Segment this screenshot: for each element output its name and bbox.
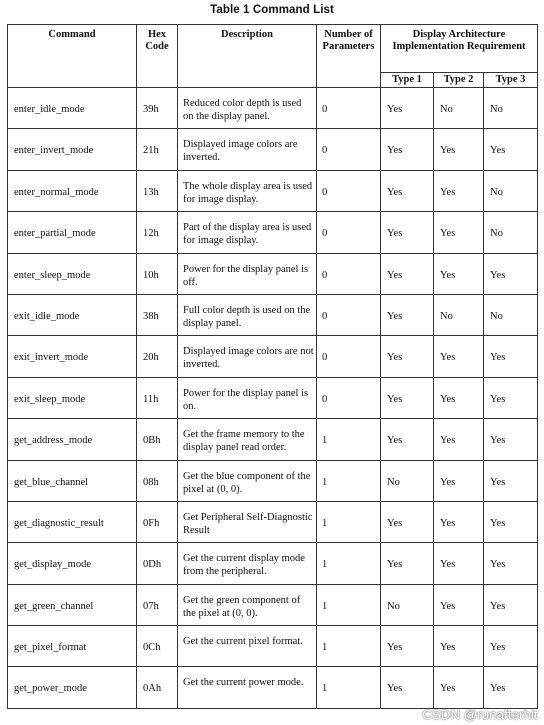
parameters-cell: 0 bbox=[317, 294, 381, 335]
type-2-cell: No bbox=[434, 88, 484, 129]
description-cell: Reduced color depth is used on the display panel. bbox=[178, 88, 317, 129]
parameters-cell: 1 bbox=[317, 584, 381, 625]
type-2-cell: Yes bbox=[434, 543, 484, 584]
command-cell: get_pixel_format bbox=[8, 626, 137, 667]
table-row bbox=[8, 584, 538, 625]
command-cell: exit_idle_mode bbox=[8, 294, 137, 335]
type-3-cell: Yes bbox=[484, 336, 538, 377]
type-3-cell: Yes bbox=[484, 253, 538, 294]
hex-code-cell: 11h bbox=[137, 377, 178, 418]
parameters-cell: 0 bbox=[317, 212, 381, 253]
type-3-cell: No bbox=[484, 294, 538, 335]
table-row bbox=[8, 170, 538, 211]
type-2-cell: Yes bbox=[434, 501, 484, 542]
hex-code-cell: 13h bbox=[137, 170, 178, 211]
type-2-cell: Yes bbox=[434, 626, 484, 667]
parameters-cell: 0 bbox=[317, 88, 381, 129]
type-3-cell: Yes bbox=[484, 584, 538, 625]
type-1-cell: Yes bbox=[381, 626, 434, 667]
description-cell: Part of the display area is used for image display. bbox=[178, 212, 317, 253]
hex-code-cell: 12h bbox=[137, 212, 178, 253]
description-cell: Get the current display mode from the peripheral. bbox=[178, 543, 317, 584]
type-1-cell: Yes bbox=[381, 419, 434, 460]
command-cell: enter_normal_mode bbox=[8, 170, 137, 211]
hex-code-cell: 0Fh bbox=[137, 501, 178, 542]
header-hex-code: Hex Code bbox=[137, 25, 178, 88]
type-3-cell: No bbox=[484, 212, 538, 253]
type-3-cell: Yes bbox=[484, 129, 538, 170]
hex-code-cell: 0Ah bbox=[137, 667, 178, 708]
command-cell: get_blue_channel bbox=[8, 460, 137, 501]
table-row bbox=[8, 460, 538, 501]
watermark: CSDN @runafterhit bbox=[422, 707, 538, 722]
header-number-of-parameters: Number of Parameters bbox=[317, 25, 381, 88]
description-cell: Power for the display panel is off. bbox=[178, 253, 317, 294]
parameters-cell: 0 bbox=[317, 336, 381, 377]
table-row bbox=[8, 626, 538, 667]
table-row bbox=[8, 667, 538, 708]
command-cell: enter_sleep_mode bbox=[8, 253, 137, 294]
type-1-cell: Yes bbox=[381, 212, 434, 253]
description-cell: The whole display area is used for image display. bbox=[178, 170, 317, 211]
hex-code-cell: 0Dh bbox=[137, 543, 178, 584]
header-command: Command bbox=[8, 25, 137, 88]
table-row bbox=[8, 88, 538, 129]
description-cell: Displayed image colors are inverted. bbox=[178, 129, 317, 170]
type-3-cell: Yes bbox=[484, 419, 538, 460]
type-3-cell: No bbox=[484, 88, 538, 129]
table-row bbox=[8, 212, 538, 253]
type-3-cell: Yes bbox=[484, 626, 538, 667]
description-cell: Get the frame memory to the display panel read order. bbox=[178, 419, 317, 460]
type-3-cell: No bbox=[484, 170, 538, 211]
type-2-cell: Yes bbox=[434, 212, 484, 253]
table-row bbox=[8, 501, 538, 542]
table-row bbox=[8, 377, 538, 418]
hex-code-cell: 07h bbox=[137, 584, 178, 625]
description-cell: Displayed image colors are not inverted. bbox=[178, 336, 317, 377]
hex-code-cell: 20h bbox=[137, 336, 178, 377]
table-row bbox=[8, 253, 538, 294]
type-1-cell: Yes bbox=[381, 377, 434, 418]
type-1-cell: Yes bbox=[381, 129, 434, 170]
parameters-cell: 1 bbox=[317, 626, 381, 667]
type-2-cell: Yes bbox=[434, 584, 484, 625]
type-1-cell: Yes bbox=[381, 501, 434, 542]
type-3-cell: Yes bbox=[484, 377, 538, 418]
table-row bbox=[8, 336, 538, 377]
hex-code-cell: 0Ch bbox=[137, 626, 178, 667]
type-1-cell: Yes bbox=[381, 543, 434, 584]
command-cell: enter_partial_mode bbox=[8, 212, 137, 253]
type-3-cell: Yes bbox=[484, 501, 538, 542]
table-row bbox=[8, 129, 538, 170]
description-cell: Get the current power mode. bbox=[178, 667, 317, 708]
hex-code-cell: 0Bh bbox=[137, 419, 178, 460]
table-title: Table 1 Command List bbox=[210, 4, 334, 16]
description-cell: Full color depth is used on the display panel. bbox=[178, 294, 317, 335]
type-1-cell: Yes bbox=[381, 253, 434, 294]
header-type-3: Type 3 bbox=[484, 73, 538, 88]
description-cell: Get the blue component of the pixel at (0, 0). bbox=[178, 460, 317, 501]
type-2-cell: Yes bbox=[434, 253, 484, 294]
type-1-cell: Yes bbox=[381, 667, 434, 708]
parameters-cell: 1 bbox=[317, 460, 381, 501]
type-1-cell: No bbox=[381, 584, 434, 625]
description-cell: Power for the display panel is on. bbox=[178, 377, 317, 418]
header-display-architecture: Display Architecture Implementation Requirement bbox=[381, 25, 538, 73]
parameters-cell: 0 bbox=[317, 377, 381, 418]
parameters-cell: 0 bbox=[317, 170, 381, 211]
table-row bbox=[8, 419, 538, 460]
type-2-cell: Yes bbox=[434, 377, 484, 418]
description-cell: Get the current pixel format. bbox=[178, 626, 317, 667]
type-3-cell: Yes bbox=[484, 460, 538, 501]
command-cell: get_address_mode bbox=[8, 419, 137, 460]
command-cell: get_display_mode bbox=[8, 543, 137, 584]
parameters-cell: 1 bbox=[317, 419, 381, 460]
description-cell: Get Peripheral Self-Diagnostic Result bbox=[178, 501, 317, 542]
type-2-cell: Yes bbox=[434, 667, 484, 708]
command-cell: exit_sleep_mode bbox=[8, 377, 137, 418]
parameters-cell: 0 bbox=[317, 129, 381, 170]
table-row bbox=[8, 294, 538, 335]
command-cell: get_diagnostic_result bbox=[8, 501, 137, 542]
type-2-cell: Yes bbox=[434, 460, 484, 501]
type-3-cell: Yes bbox=[484, 543, 538, 584]
parameters-cell: 1 bbox=[317, 543, 381, 584]
type-1-cell: Yes bbox=[381, 88, 434, 129]
command-cell: enter_invert_mode bbox=[8, 129, 137, 170]
table-row bbox=[8, 543, 538, 584]
type-1-cell: No bbox=[381, 460, 434, 501]
command-cell: enter_idle_mode bbox=[8, 88, 137, 129]
hex-code-cell: 39h bbox=[137, 88, 178, 129]
description-cell: Get the green component of the pixel at (0, 0). bbox=[178, 584, 317, 625]
header-type-1: Type 1 bbox=[381, 73, 434, 88]
type-1-cell: Yes bbox=[381, 170, 434, 211]
header-type-2: Type 2 bbox=[434, 73, 484, 88]
command-cell: exit_invert_mode bbox=[8, 336, 137, 377]
parameters-cell: 0 bbox=[317, 253, 381, 294]
command-table bbox=[7, 24, 538, 709]
table-body bbox=[8, 88, 538, 709]
type-2-cell: Yes bbox=[434, 419, 484, 460]
hex-code-cell: 08h bbox=[137, 460, 178, 501]
command-cell: get_green_channel bbox=[8, 584, 137, 625]
hex-code-cell: 21h bbox=[137, 129, 178, 170]
hex-code-cell: 38h bbox=[137, 294, 178, 335]
hex-code-cell: 10h bbox=[137, 253, 178, 294]
type-2-cell: Yes bbox=[434, 129, 484, 170]
type-2-cell: Yes bbox=[434, 336, 484, 377]
type-3-cell: Yes bbox=[484, 667, 538, 708]
command-cell: get_power_mode bbox=[8, 667, 137, 708]
parameters-cell: 1 bbox=[317, 667, 381, 708]
type-2-cell: Yes bbox=[434, 170, 484, 211]
type-1-cell: Yes bbox=[381, 336, 434, 377]
header-description: Description bbox=[178, 25, 317, 88]
parameters-cell: 1 bbox=[317, 501, 381, 542]
type-2-cell: No bbox=[434, 294, 484, 335]
type-1-cell: Yes bbox=[381, 294, 434, 335]
